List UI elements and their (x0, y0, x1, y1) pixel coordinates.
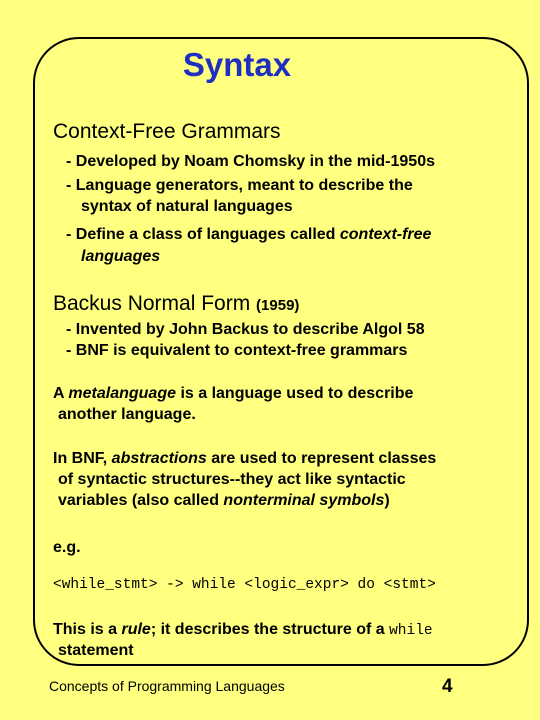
abs-post: are used to represent classes (206, 450, 437, 467)
meta-em: metalanguage (68, 385, 176, 402)
meta-post: is a language used to describe (176, 385, 414, 402)
abs-line3-pre: variables (also called (58, 492, 224, 509)
abs-line3-em: nonterminal symbols (223, 492, 385, 509)
rule-post: ; it describes the structure of a (150, 621, 390, 638)
abs-em: abstractions (111, 450, 207, 467)
slide-title: Syntax (182, 46, 292, 83)
abs-line3-post: ) (384, 492, 390, 509)
abs-line-2: of syntactic structures--they act like syntactic (58, 471, 406, 488)
cfg-bullet-3-text: - Define a class of languages called (66, 226, 340, 243)
rule-em: rule (121, 621, 151, 638)
rule-code: while (389, 623, 433, 639)
cfg-heading: Context-Free Grammars (53, 120, 281, 143)
rule-line-2: statement (58, 642, 134, 659)
cfg-bullet-3 (66, 224, 431, 245)
cfg-bullet-2: - Language generators, meant to describe the (66, 177, 413, 194)
cfg-bullet-1: - Developed by Noam Chomsky in the mid-1950s (66, 153, 435, 170)
bnf-year: (1959) (256, 297, 300, 314)
bnf-bullet-2: - BNF is equivalent to context-free grammars (66, 342, 408, 359)
abs-line-3 (58, 490, 390, 511)
rule-line-1 (53, 619, 433, 642)
abs-line-1 (53, 448, 436, 469)
meta-line-1 (53, 383, 413, 404)
page-number: 4 (442, 676, 453, 697)
footer-text: Concepts of Programming Languages (49, 678, 285, 694)
cfg-bullet-3-em: context-free (339, 226, 432, 243)
bnf-heading-text: Backus Normal Form (53, 292, 257, 315)
bnf-bullet-1: - Invented by John Backus to describe Algol 58 (66, 321, 425, 338)
meta-pre: A (53, 385, 69, 402)
code-rule: <while_stmt> -> while <logic_expr> do <stmt> (53, 577, 436, 593)
meta-line-2: another language. (58, 406, 196, 423)
cfg-bullet-2-cont: syntax of natural languages (81, 198, 293, 215)
rule-pre: This is a (53, 621, 122, 638)
abs-pre: In BNF, (53, 450, 112, 467)
bnf-heading (53, 292, 299, 316)
cfg-bullet-3-cont: languages (81, 248, 161, 265)
eg-label: e.g. (53, 539, 81, 556)
